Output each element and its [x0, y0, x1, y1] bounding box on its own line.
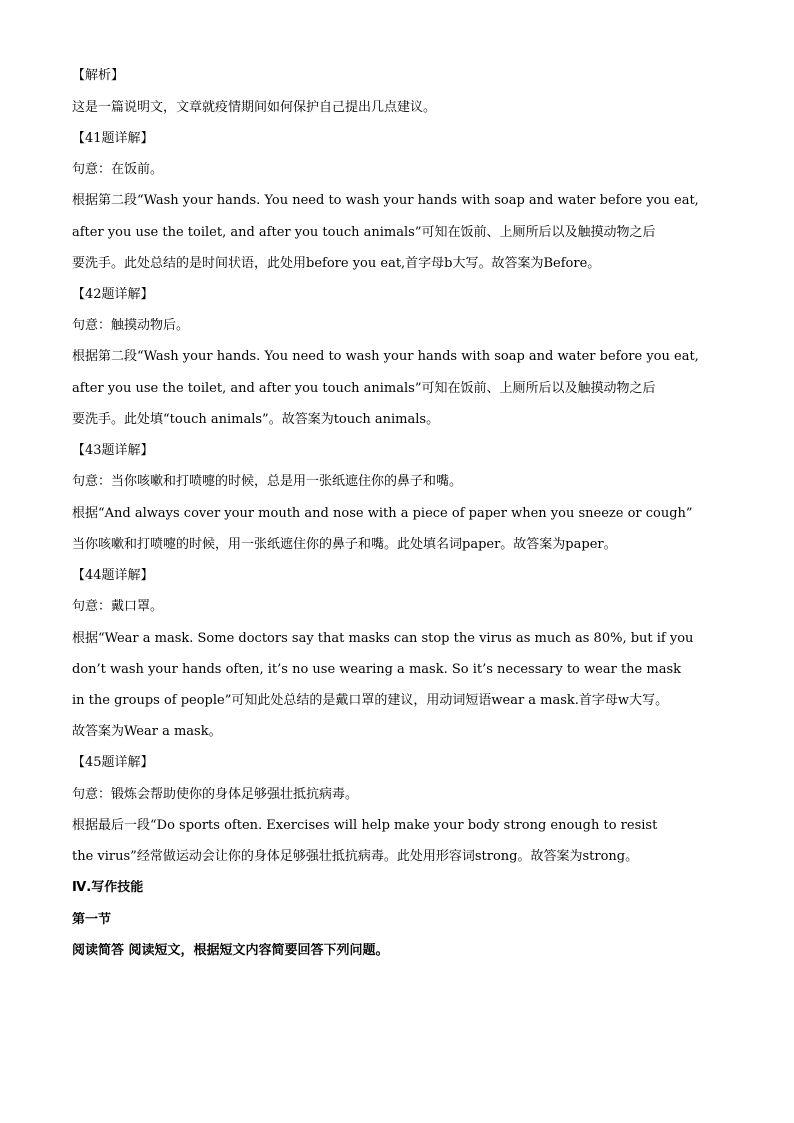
q44-basis-line-1: 根据“Wear a mask. Some doctors say that masks can stop the virus as much as 80%, but if you	[72, 631, 694, 646]
q45-basis-line-2: the virus”经常做运动会让你的身体足够强壮抵抗病毒。此处用形容词strong。故答案为strong。	[72, 849, 639, 864]
q45-basis-line-1: 根据最后一段“Do sports often. Exercises will help make your body strong enough to resist	[72, 818, 658, 833]
analysis-summary: 这是一篇说明文，文章就疫情期间如何保护自己提出几点建议。	[72, 100, 437, 115]
section-heading: Ⅳ.写作技能	[72, 880, 144, 895]
q41-heading: 【41题详解】	[72, 131, 154, 146]
q44-basis-line-3: in the groups of people”可知此处总结的是戴口罩的建议，用动词短语wear a mask.首字母w大写。	[72, 693, 669, 708]
analysis-heading: 【解析】	[72, 68, 125, 83]
q41-basis-line-1: 根据第二段“Wash your hands. You need to wash your hands with soap and water before you eat,	[72, 193, 699, 208]
q43-heading: 【43题详解】	[72, 443, 154, 458]
q44-basis-line-2: don’t wash your hands often, it’s no use wearing a mask. So it’s necessary to wear the mask	[72, 662, 681, 677]
subsection-heading: 第一节	[72, 912, 112, 927]
q44-heading: 【44题详解】	[72, 568, 154, 583]
q43-basis-line-1: 根据“And always cover your mouth and nose with a piece of paper when you sneeze or cough”	[72, 506, 693, 521]
q41-meaning: 句意：在饭前。	[72, 162, 164, 177]
q41-basis-line-3: 要洗手。此处总结的是时间状语，此处用before you eat,首字母b大写。故答案为Before。	[72, 256, 601, 271]
q45-meaning: 句意：锻炼会帮助使你的身体足够强壮抵抗病毒。	[72, 787, 359, 802]
q42-basis-line-2: after you use the toilet, and after you touch animals”可知在饭前、上厕所后以及触摸动物之后	[72, 381, 656, 396]
q42-heading: 【42题详解】	[72, 287, 154, 302]
q43-meaning: 句意：当你咳嗽和打喷嚏的时候，总是用一张纸遮住你的鼻子和嘴。	[72, 474, 463, 489]
reading-instruction: 阅读简答 阅读短文，根据短文内容简要回答下列问题。	[72, 943, 389, 958]
q43-basis-line-2: 当你咳嗽和打喷嚏的时候，用一张纸遮住你的鼻子和嘴。此处填名词paper。故答案为paper。	[72, 537, 617, 552]
q44-basis-line-4: 故答案为Wear a mask。	[72, 724, 222, 739]
q41-basis-line-2: after you use the toilet, and after you touch animals”可知在饭前、上厕所后以及触摸动物之后	[72, 225, 656, 240]
q42-basis-line-1: 根据第二段“Wash your hands. You need to wash your hands with soap and water before you eat,	[72, 349, 699, 364]
q42-basis-line-3: 要洗手。此处填“touch animals”。故答案为touch animals。	[72, 412, 440, 427]
q42-meaning: 句意：触摸动物后。	[72, 318, 190, 333]
q45-heading: 【45题详解】	[72, 755, 154, 770]
q44-meaning: 句意：戴口罩。	[72, 599, 164, 614]
